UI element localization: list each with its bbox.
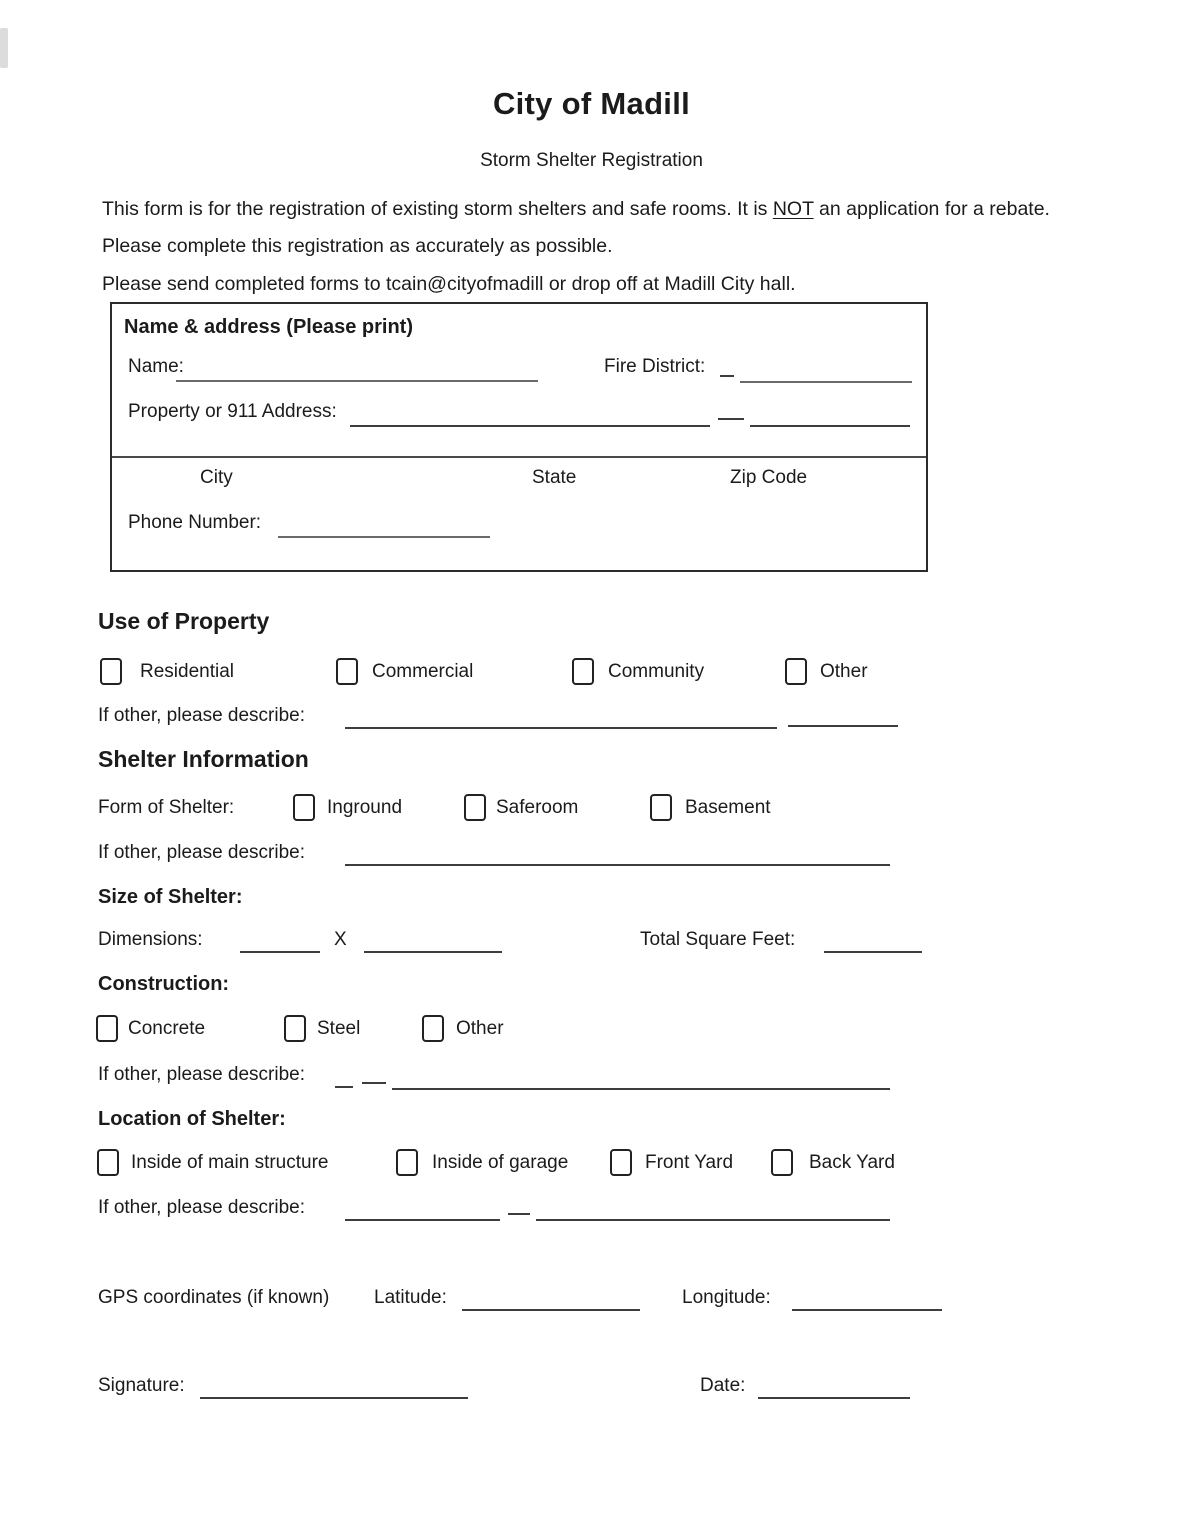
address-input-line[interactable] xyxy=(350,425,710,427)
gps-coordinates-label: GPS coordinates (if known) xyxy=(98,1287,330,1308)
address-dash xyxy=(718,418,744,420)
total-square-feet-label: Total Square Feet: xyxy=(640,929,796,950)
option-label-inside-main-structure: Inside of main structure xyxy=(131,1152,329,1173)
box-heading: Name & address (Please print) xyxy=(124,316,413,338)
fire-district-input-line[interactable] xyxy=(740,381,912,383)
intro-text-after: an application for a rebate. Please complete this registration as accurately as possible. xyxy=(102,198,1050,257)
latitude-input-line[interactable] xyxy=(462,1309,640,1311)
location-of-shelter-heading: Location of Shelter: xyxy=(98,1108,286,1130)
checkbox-residential[interactable] xyxy=(100,658,122,685)
option-label-commercial: Commercial xyxy=(372,661,474,682)
dimension-width-input-line[interactable] xyxy=(240,951,320,953)
checkbox-other-construction[interactable] xyxy=(422,1015,444,1042)
location-other-input-line[interactable] xyxy=(345,1219,500,1221)
construction-heading: Construction: xyxy=(98,973,230,995)
use-of-property-heading: Use of Property xyxy=(98,608,270,634)
option-label-saferoom: Saferoom xyxy=(496,797,579,818)
checkbox-saferoom[interactable] xyxy=(464,794,486,821)
checkbox-inside-main-structure[interactable] xyxy=(97,1149,119,1176)
checkbox-front-yard[interactable] xyxy=(610,1149,632,1176)
option-label-steel: Steel xyxy=(317,1018,361,1039)
use-other-input-line-2[interactable] xyxy=(788,725,898,727)
page-subtitle: Storm Shelter Registration xyxy=(480,150,703,171)
longitude-input-line[interactable] xyxy=(792,1309,942,1311)
checkbox-commercial[interactable] xyxy=(336,658,358,685)
box-divider-line xyxy=(112,456,926,458)
checkbox-basement[interactable] xyxy=(650,794,672,821)
construction-other-dash-1 xyxy=(335,1086,353,1088)
checkbox-steel[interactable] xyxy=(284,1015,306,1042)
option-label-residential: Residential xyxy=(140,661,234,682)
size-of-shelter-heading: Size of Shelter: xyxy=(98,886,243,908)
checkbox-inside-garage[interactable] xyxy=(396,1149,418,1176)
option-label-basement: Basement xyxy=(685,797,771,818)
fire-district-label: Fire District: xyxy=(604,356,706,377)
construction-other-dash-2 xyxy=(362,1082,386,1084)
name-address-box xyxy=(110,302,928,572)
longitude-label: Longitude: xyxy=(682,1287,771,1308)
location-other-input-line-2[interactable] xyxy=(536,1219,890,1221)
address-input-line-2[interactable] xyxy=(750,425,910,427)
construction-other-describe-label: If other, please describe: xyxy=(98,1064,306,1085)
option-label-concrete: Concrete xyxy=(128,1018,206,1039)
form-of-shelter-label: Form of Shelter: xyxy=(98,797,235,818)
option-label-front-yard: Front Yard xyxy=(645,1152,734,1173)
shelter-information-heading: Shelter Information xyxy=(98,746,309,772)
option-label-inground: Inground xyxy=(327,797,403,818)
phone-label: Phone Number: xyxy=(128,512,262,533)
location-other-dash xyxy=(508,1213,530,1215)
name-input-line[interactable] xyxy=(176,380,538,382)
dimensions-label: Dimensions: xyxy=(98,929,203,950)
use-other-describe-label: If other, please describe: xyxy=(98,705,306,726)
city-label: City xyxy=(200,467,233,488)
scanner-artifact xyxy=(0,28,8,68)
option-label-community: Community xyxy=(608,661,705,682)
total-square-feet-input-line[interactable] xyxy=(824,951,922,953)
shelter-other-describe-label: If other, please describe: xyxy=(98,842,306,863)
location-other-describe-label: If other, please describe: xyxy=(98,1197,306,1218)
state-label: State xyxy=(532,467,577,488)
construction-other-input-line[interactable] xyxy=(392,1088,890,1090)
intro-not-emphasis: NOT xyxy=(772,198,814,220)
fire-district-dash xyxy=(720,375,734,377)
date-label: Date: xyxy=(700,1375,746,1396)
option-label-other-use: Other xyxy=(820,661,868,682)
option-label-back-yard: Back Yard xyxy=(809,1152,895,1173)
date-input-line[interactable] xyxy=(758,1397,910,1399)
phone-input-line[interactable] xyxy=(278,536,490,538)
signature-label: Signature: xyxy=(98,1375,185,1396)
dimensions-x-separator: X xyxy=(334,929,347,950)
latitude-label: Latitude: xyxy=(374,1287,447,1308)
checkbox-community[interactable] xyxy=(572,658,594,685)
name-label: Name: xyxy=(128,356,184,377)
option-label-other-construction: Other xyxy=(456,1018,504,1039)
use-other-input-line[interactable] xyxy=(345,727,777,729)
shelter-other-input-line[interactable] xyxy=(345,864,890,866)
signature-input-line[interactable] xyxy=(200,1397,468,1399)
send-instructions: Please send completed forms to tcain@cityofmadill or drop off at Madill City hall. xyxy=(102,273,796,295)
dimension-length-input-line[interactable] xyxy=(364,951,502,953)
checkbox-other-use[interactable] xyxy=(785,658,807,685)
address-label: Property or 911 Address: xyxy=(128,401,337,422)
intro-paragraph xyxy=(102,191,1087,265)
checkbox-back-yard[interactable] xyxy=(771,1149,793,1176)
checkbox-concrete[interactable] xyxy=(96,1015,118,1042)
option-label-inside-garage: Inside of garage xyxy=(432,1152,569,1173)
zip-code-label: Zip Code xyxy=(730,467,808,488)
page-title: City of Madill xyxy=(492,86,691,121)
checkbox-inground[interactable] xyxy=(293,794,315,821)
intro-text-before: This form is for the registration of existing storm shelters and safe rooms. It is xyxy=(102,198,773,220)
